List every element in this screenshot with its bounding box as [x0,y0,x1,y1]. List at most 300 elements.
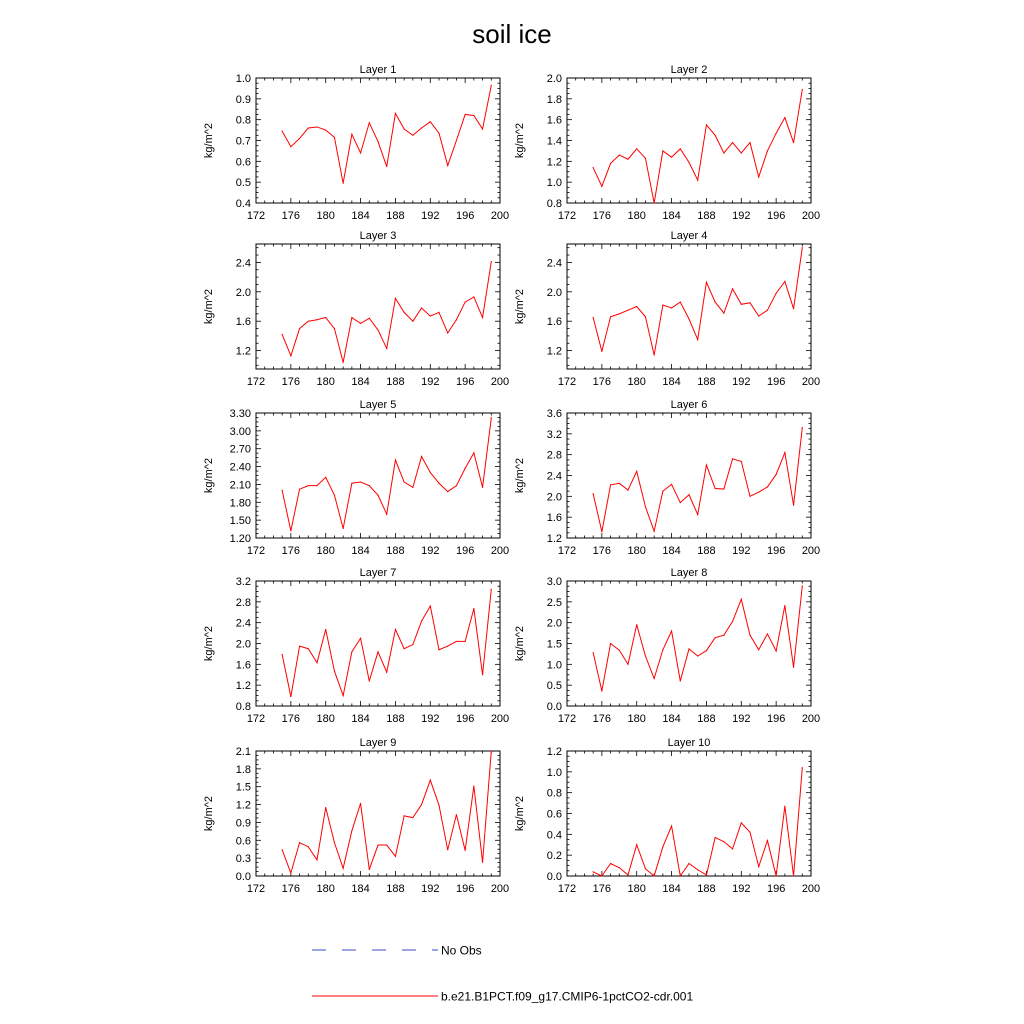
plot-frame [567,751,811,876]
panels [203,64,820,895]
x-tick-label: 184 [351,376,370,388]
data-point [619,313,620,314]
y-tick-label: 1.6 [546,512,562,525]
data-point [430,315,431,316]
data-point [491,417,492,418]
y-tick-label: 1.2 [546,345,562,358]
panel-layer-4 [514,230,820,388]
x-tick-label: 200 [490,376,510,388]
data-point [732,848,733,849]
y-axis-label: kg/m^2 [514,795,526,832]
data-point [662,304,663,305]
data-point [627,489,628,490]
data-point [767,150,768,151]
panel-layer-3 [203,230,509,388]
x-tick-label: 176 [592,545,612,557]
data-point [421,456,422,457]
data-point [282,654,283,655]
data-point [343,528,344,529]
data-point [316,662,317,663]
x-tick-label: 180 [627,376,646,388]
data-point [793,875,794,876]
x-tick-label: 180 [627,713,646,725]
data-point [456,319,457,320]
x-tick-label: 188 [697,713,716,725]
x-tick-label: 172 [557,210,577,222]
panel-title: Layer 9 [359,737,397,749]
data-point [421,804,422,805]
x-tick-label: 180 [316,210,335,222]
data-point [404,815,405,816]
x-tick-label: 184 [351,713,370,725]
data-point [636,844,637,845]
y-tick-label: 2.0 [546,73,562,85]
data-point [776,875,777,876]
y-tick-label: 1.4 [546,135,562,148]
data-point [601,531,602,532]
data-point [491,85,492,86]
data-point [369,869,370,870]
data-point [749,496,750,497]
data-point [386,166,387,167]
data-point [412,487,413,488]
y-tick-label: 1.50 [229,515,251,528]
y-tick-label: 3.30 [229,408,251,420]
x-tick-label: 200 [490,713,510,725]
x-tick-label: 184 [351,883,370,895]
data-point [465,850,466,851]
y-tick-label: 1.2 [546,746,562,758]
x-tick-label: 176 [592,376,612,388]
data-point [334,671,335,672]
data-point [610,316,611,317]
x-tick-label: 196 [766,210,786,222]
data-point [334,137,335,138]
y-tick-label: 1.20 [229,533,251,545]
data-point [404,481,405,482]
data-point [377,495,378,496]
y-tick-label: 3.00 [229,425,251,438]
data-point [299,646,300,647]
x-tick-label: 196 [455,883,475,895]
data-point [438,312,439,313]
data-point [465,114,466,115]
y-tick-label: 2.40 [229,461,251,474]
data-point [610,163,611,164]
x-tick-label: 180 [316,376,335,388]
plot-frame [567,413,811,538]
data-point [706,124,707,125]
data-point [601,351,602,352]
data-point [680,875,681,876]
y-tick-label: 1.8 [235,763,251,776]
data-point [377,844,378,845]
y-tick-label: 1.5 [546,638,562,651]
data-point [473,608,474,609]
data-point [316,859,317,860]
data-point [491,750,492,751]
data-point [447,165,448,166]
series-line [593,89,802,203]
data-point [386,844,387,845]
data-point [758,649,759,650]
y-tick-label: 1.0 [235,73,251,85]
data-point [447,646,448,647]
data-point [732,142,733,143]
data-point [802,247,803,248]
data-point [430,472,431,473]
figure-title: soil ice [472,19,552,49]
data-point [473,452,474,453]
x-tick-label: 192 [732,883,751,895]
data-point [395,113,396,114]
data-point [776,133,777,134]
series-line [282,751,491,873]
data-point [802,767,803,768]
data-point [282,849,283,850]
x-tick-label: 176 [281,713,301,725]
data-point [680,301,681,302]
y-tick-label: 0.6 [235,156,251,169]
x-tick-label: 200 [490,210,510,222]
y-tick-label: 2.4 [546,257,562,270]
x-tick-label: 192 [421,883,440,895]
x-tick-label: 184 [662,210,681,222]
data-point [715,637,716,638]
x-tick-label: 192 [421,713,440,725]
y-tick-label: 0.4 [546,829,562,842]
data-point [456,641,457,642]
data-point [767,486,768,487]
x-tick-label: 180 [316,883,335,895]
y-axis-label: kg/m^2 [203,122,215,159]
data-point [680,148,681,149]
y-tick-label: 3.2 [546,428,562,441]
panel-title: Layer 4 [670,230,708,242]
data-point [697,339,698,340]
x-tick-label: 200 [490,883,510,895]
y-tick-label: 0.5 [235,177,251,190]
y-tick-label: 2.1 [235,746,251,758]
x-tick-label: 176 [281,883,301,895]
data-point [351,317,352,318]
plot-frame [567,581,811,706]
data-point [671,157,672,158]
data-point [784,117,785,118]
data-point [421,307,422,308]
x-tick-label: 200 [801,883,821,895]
data-point [369,680,370,681]
data-point [758,176,759,177]
data-point [456,814,457,815]
data-point [438,805,439,806]
data-point [465,468,466,469]
data-point [421,127,422,128]
data-point [334,495,335,496]
x-tick-label: 180 [627,210,646,222]
data-point [723,152,724,153]
y-tick-label: 3.6 [546,408,562,420]
data-point [627,310,628,311]
data-point [601,875,602,876]
x-tick-label: 192 [421,545,440,557]
data-point [654,202,655,203]
x-tick-label: 176 [592,883,612,895]
x-tick-label: 180 [627,545,646,557]
data-point [645,655,646,656]
x-tick-label: 176 [281,210,301,222]
x-tick-label: 176 [592,713,612,725]
y-tick-label: 0.9 [235,93,251,106]
data-point [758,492,759,493]
data-point [688,162,689,163]
y-tick-label: 0.2 [546,850,562,863]
data-point [325,477,326,478]
y-tick-label: 1.2 [235,799,251,812]
data-point [671,307,672,308]
y-tick-label: 0.6 [235,835,251,848]
data-point [688,863,689,864]
y-tick-label: 0.0 [546,701,562,713]
data-point [784,281,785,282]
data-point [412,321,413,322]
data-point [465,301,466,302]
x-tick-label: 172 [557,545,577,557]
panel-title: Layer 2 [670,64,708,76]
data-point [377,329,378,330]
data-point [749,635,750,636]
data-point [438,483,439,484]
data-point [386,672,387,673]
x-tick-label: 200 [801,210,821,222]
data-point [802,427,803,428]
data-point [593,317,594,318]
panel-layer-1 [203,64,509,222]
data-point [290,146,291,147]
y-tick-label: 1.2 [235,680,251,693]
x-tick-label: 184 [662,376,681,388]
data-point [325,629,326,630]
data-point [299,138,300,139]
data-point [619,867,620,868]
x-tick-label: 196 [455,545,475,557]
y-tick-label: 1.6 [546,316,562,329]
data-point [395,856,396,857]
y-tick-label: 0.3 [235,853,251,866]
data-point [482,317,483,318]
data-point [654,531,655,532]
data-point [776,474,777,475]
data-point [680,502,681,503]
data-point [299,489,300,490]
data-point [430,605,431,606]
x-tick-label: 184 [351,545,370,557]
panel-title: Layer 1 [359,64,397,76]
data-point [343,868,344,869]
data-point [316,126,317,127]
data-point [473,786,474,787]
data-point [758,315,759,316]
data-point [802,89,803,90]
data-point [369,318,370,319]
data-point [688,648,689,649]
legend [312,944,693,1004]
y-tick-label: 2.5 [546,596,562,609]
data-point [412,817,413,818]
y-tick-label: 1.6 [235,316,251,329]
data-point [482,862,483,863]
y-axis-label: kg/m^2 [203,625,215,662]
data-point [438,133,439,134]
x-tick-label: 200 [801,545,821,557]
data-point [741,599,742,600]
data-point [360,638,361,639]
x-tick-label: 180 [316,713,335,725]
data-point [749,142,750,143]
series-line [282,262,491,363]
data-point [456,140,457,141]
x-tick-label: 172 [557,883,577,895]
data-point [688,318,689,319]
x-tick-label: 188 [386,545,405,557]
data-point [610,484,611,485]
data-point [636,624,637,625]
data-point [741,461,742,462]
data-point [290,355,291,356]
data-point [308,648,309,649]
data-point [299,328,300,329]
data-point [636,471,637,472]
data-point [430,121,431,122]
data-point [325,317,326,318]
x-tick-label: 176 [592,210,612,222]
data-point [308,846,309,847]
data-point [749,302,750,303]
data-point [645,868,646,869]
data-point [325,807,326,808]
x-tick-label: 188 [386,210,405,222]
data-point [627,874,628,875]
data-point [404,312,405,313]
y-tick-label: 0.0 [235,871,251,883]
data-point [377,651,378,652]
data-point [619,483,620,484]
x-tick-label: 192 [732,376,751,388]
data-point [282,334,283,335]
y-tick-label: 2.4 [546,470,562,483]
y-tick-label: 2.0 [546,286,562,299]
legend-label-no-obs: No Obs [441,943,482,958]
data-point [465,641,466,642]
series-line [282,85,491,183]
x-tick-label: 196 [766,545,786,557]
data-point [723,488,724,489]
data-point [334,842,335,843]
series-line [593,768,802,876]
x-tick-label: 192 [732,210,751,222]
plot-frame [567,244,811,369]
y-tick-label: 1.8 [546,93,562,106]
data-point [610,863,611,864]
data-point [706,650,707,651]
data-point [404,128,405,129]
data-point [282,131,283,132]
data-point [308,485,309,486]
data-point [456,485,457,486]
y-tick-label: 1.6 [546,114,562,127]
y-axis-label: kg/m^2 [203,288,215,325]
y-tick-label: 0.5 [546,680,562,693]
y-tick-label: 2.8 [235,596,251,609]
data-point [793,142,794,143]
x-tick-label: 172 [246,376,266,388]
y-tick-label: 0.4 [235,198,251,210]
x-tick-label: 172 [246,713,266,725]
data-point [447,491,448,492]
data-point [299,842,300,843]
y-tick-label: 1.2 [546,533,562,545]
data-point [627,664,628,665]
x-tick-label: 188 [697,210,716,222]
data-point [593,652,594,653]
x-tick-label: 180 [316,545,335,557]
data-point [290,872,291,873]
series-line [282,589,491,696]
y-axis-label: kg/m^2 [514,457,526,494]
data-point [325,129,326,130]
data-point [360,481,361,482]
data-point [369,122,370,123]
x-tick-label: 188 [697,545,716,557]
x-tick-label: 184 [662,883,681,895]
data-point [343,362,344,363]
y-axis-label: kg/m^2 [514,122,526,159]
x-tick-label: 192 [421,376,440,388]
data-point [316,319,317,320]
data-point [377,141,378,142]
data-point [654,678,655,679]
y-tick-label: 0.6 [546,808,562,821]
y-tick-label: 2.0 [546,617,562,630]
data-point [793,505,794,506]
data-point [697,655,698,656]
data-point [627,159,628,160]
x-tick-label: 196 [455,713,475,725]
data-point [715,135,716,136]
y-axis-label: kg/m^2 [514,625,526,662]
y-tick-label: 2.8 [546,449,562,462]
data-point [491,589,492,590]
data-point [343,183,344,184]
y-tick-label: 0.7 [235,135,251,148]
y-tick-label: 1.0 [546,766,562,779]
data-point [610,643,611,644]
data-point [482,487,483,488]
data-point [723,313,724,314]
y-tick-label: 1.80 [229,497,251,510]
y-tick-label: 1.0 [546,177,562,190]
data-point [386,348,387,349]
y-tick-label: 2.70 [229,443,251,456]
x-tick-label: 188 [386,376,405,388]
data-point [688,494,689,495]
x-tick-label: 172 [246,545,266,557]
data-point [732,458,733,459]
y-tick-label: 2.10 [229,479,251,492]
panel-title: Layer 3 [359,230,397,242]
y-tick-label: 0.8 [235,701,251,713]
data-point [316,485,317,486]
